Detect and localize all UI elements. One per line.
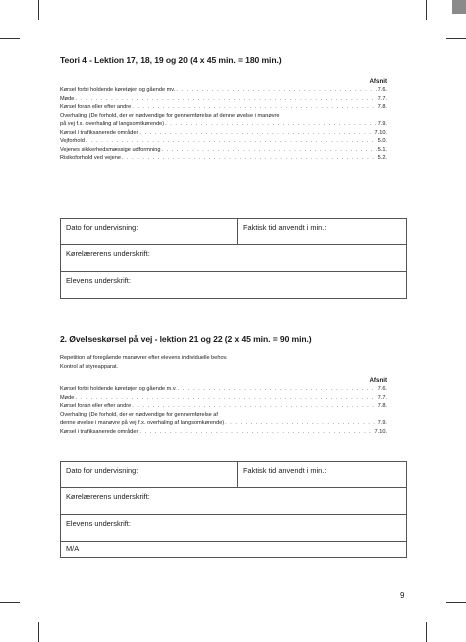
crop-mark — [426, 0, 427, 20]
crop-mark — [38, 0, 39, 20]
toc-row: på vej f.x. overhaling af langsomtkørende) . . . 7.9. — [60, 120, 387, 129]
teacher-signature-field[interactable]: Kørelærerens underskrift: — [61, 488, 407, 515]
crop-mark — [38, 622, 39, 642]
date-field[interactable]: Dato for undervisning: — [61, 219, 238, 245]
toc-row: Møde . . . 7.7. — [60, 394, 387, 403]
page-number: 9 — [400, 591, 405, 600]
toc-row: Kørsel foran eller efter andre . . . 7.8. — [60, 103, 387, 112]
afsnit-label: Afsnit — [369, 377, 387, 384]
section1-signature-table — [60, 218, 407, 299]
toc-row: Kørsel forbi holdende køretøjer og gående m.v. . . . 7.6. — [60, 385, 387, 394]
ma-field[interactable]: M/A — [61, 542, 407, 558]
toc-row: Kørsel foran eller efter andre . . . 7.8. — [60, 402, 387, 411]
time-used-field[interactable]: Faktisk tid anvendt i min.: — [238, 462, 407, 488]
crop-mark — [446, 602, 466, 603]
crop-mark — [446, 38, 466, 39]
toc-row: denne øvelse i manøvre på vej f.x. overhaling af langsomkørende) . . . 7.9. — [60, 419, 387, 428]
corner-mark — [452, 0, 466, 14]
toc-row: Vejenes sikkerhedsmæssige udformning . . . 5.1. — [60, 146, 387, 155]
toc-row-text: Overhaling (De forhold, der er nødvendige for gennemførelse af denne øvelse i manøvre — [60, 112, 280, 119]
section2-title: 2. Øvelseskørsel på vej - lektion 21 og 22 (2 x 45 min. = 90 min.) — [60, 334, 312, 344]
section2-intro: Repetition af foregående manøvrer efter elevens individuelle behov. Kontrol af styreapparat. — [60, 355, 228, 370]
crop-mark — [0, 38, 20, 39]
toc-row: Kørsel i trafiksanerede områder . . . 7.10. — [60, 129, 387, 138]
teacher-signature-field[interactable]: Kørelærerens underskrift: — [61, 245, 407, 272]
student-signature-field[interactable]: Elevens underskrift: — [61, 515, 407, 542]
afsnit-label: Afsnit — [369, 78, 387, 85]
date-field[interactable]: Dato for undervisning: — [61, 462, 238, 488]
crop-mark — [426, 622, 427, 642]
crop-mark — [0, 602, 20, 603]
student-signature-field[interactable]: Elevens underskrift: — [61, 272, 407, 299]
toc-row: Risikoforhold ved vejene . . . 5.2. — [60, 154, 387, 163]
section2-signature-table — [60, 461, 407, 558]
toc-row-text: Overhaling (De forhold, der er nødvendige for gennemførelse af — [60, 411, 218, 418]
toc-row: Møde . . . 7.7. — [60, 95, 387, 104]
toc-row: Vejforhold . . . 5.0. — [60, 137, 387, 146]
section1-toc — [60, 86, 387, 163]
toc-row: Kørsel i trafiksanerede områder . . . 7.10. — [60, 428, 387, 437]
section1-title: Teori 4 - Lektion 17, 18, 19 og 20 (4 x 45 min. = 180 min.) — [60, 55, 282, 65]
time-used-field[interactable]: Faktisk tid anvendt i min.: — [238, 219, 407, 245]
toc-row: Kørsel forbi holdende køretøjer og gående mv. . . . 7.6. — [60, 86, 387, 95]
section2-toc — [60, 385, 387, 436]
